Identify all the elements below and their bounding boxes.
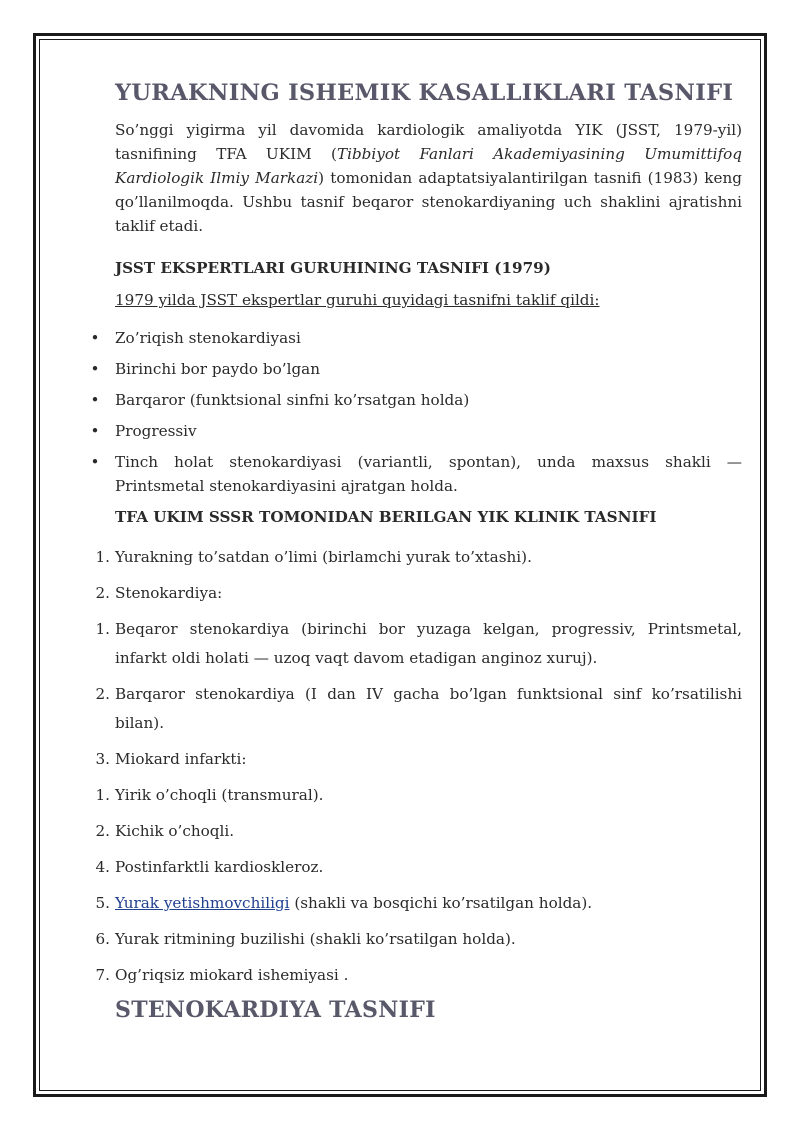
list-item-text: Birinchi bor paydo bo’lgan [115, 360, 321, 378]
list-item-text: Beqaror stenokardiya (birinchi bor yuzaga kelgan, progressiv, Printsmetal, infarkt oldi holati — uzoq vaqt davom etadigan anginoz xuruj). [115, 620, 742, 667]
bullet-icon: • [90, 391, 100, 409]
list-item [88, 745, 742, 774]
list-item-text: Yurak ritmining buzilishi (shakli ko’rsatilgan holda). [115, 930, 516, 948]
list-item-text: Tinch holat stenokardiyasi (variantli, spontan), unda maxsus shakli — Printsmetal stenokardiyasini ajratgan holda. [115, 453, 742, 495]
item-number: 5. [95, 894, 110, 912]
list-item-text: (shakli va bosqichi ko’rsatilgan holda). [289, 894, 593, 912]
item-number: 6. [95, 930, 110, 948]
section-heading-tfa: TFA UKIM SSSR TOMONIDAN BERILGAN YIK KLINIK TASNIFI [115, 508, 657, 526]
list-item [88, 357, 742, 381]
intro-paragraph [115, 118, 742, 238]
page-title: YURAKNING ISHEMIK KASALLIKLARI TASNIFI [115, 80, 734, 106]
list-item-text: Barqaror stenokardiya (I dan IV gacha bo’lgan funktsional sinf ko’rsatilishi bilan). [115, 685, 742, 732]
intro-italic-text: Tibbiyot Fanlari Akademiyasining Umumittifoq Kardiologik Ilmiy Markazi [115, 145, 742, 187]
list-item [88, 326, 742, 350]
list-item-text: Progressiv [115, 422, 197, 440]
section-lead: 1979 yilda JSST ekspertlar guruhi quyidagi tasnifni taklif qildi: [115, 291, 600, 309]
list-item-text: Yirik o’choqli (transmural). [115, 786, 324, 804]
bullet-icon: • [90, 422, 100, 440]
list-item-text: Barqaror (funktsional sinfni ko’rsatgan holda) [115, 391, 470, 409]
bullet-icon: • [90, 329, 100, 347]
list-item-text: Kichik o’choqli. [115, 822, 235, 840]
bullet-list [88, 326, 742, 498]
list-item [88, 925, 742, 954]
section-heading-jsst: JSST EKSPERTLARI GURUHINING TASNIFI (1979) [115, 259, 551, 277]
list-item [88, 889, 742, 918]
heart-failure-link[interactable]: Yurak yetishmovchiligi [115, 894, 290, 912]
bullet-icon: • [90, 360, 100, 378]
list-item [88, 388, 742, 412]
list-item-text: Miokard infarkti: [115, 750, 247, 768]
intro-text-1: So’nggi yigirma yil davomida kardiologik amaliyotda YIK (JSST, 1979-yil) tasnifining TFA UKIM ( [115, 121, 742, 163]
list-item [88, 419, 742, 443]
list-item [88, 853, 742, 882]
list-item [88, 961, 742, 990]
list-item [88, 781, 742, 810]
bullet-icon: • [90, 453, 100, 471]
item-number: 3. [95, 750, 110, 768]
list-item-text: Yurakning to’satdan o’limi (birlamchi yurak to’xtashi). [115, 548, 532, 566]
item-number: 4. [95, 858, 110, 876]
item-number: 1. [95, 548, 110, 566]
list-item [88, 579, 742, 608]
list-item [88, 450, 742, 498]
list-item [88, 680, 742, 738]
item-number: 1. [95, 786, 110, 804]
item-number: 2. [95, 822, 110, 840]
list-item-text: Stenokardiya: [115, 584, 223, 602]
list-item [88, 615, 742, 673]
list-item-text: Og’riqsiz miokard ishemiyasi . [115, 966, 349, 984]
item-number: 2. [95, 584, 110, 602]
list-item-text: Postinfarktli kardioskleroz. [115, 858, 324, 876]
list-item [88, 817, 742, 846]
numbered-list [88, 543, 742, 990]
item-number: 7. [95, 966, 110, 984]
document-content [88, 60, 742, 1023]
item-number: 2. [95, 685, 110, 703]
section-title-stenokardiya: STENOKARDIYA TASNIFI [115, 997, 436, 1023]
list-item-text: Zo’riqish stenokardiyasi [115, 329, 301, 347]
list-item [88, 543, 742, 572]
item-number: 1. [95, 620, 110, 638]
intro-text-2: ) tomonidan adaptatsiyalantirilgan tasnifi (1983) keng qo’llanilmoqda. Ushbu tasnif beqaror stenokardiyaning uch shaklini ajratishni taklif etadi. [115, 169, 742, 235]
